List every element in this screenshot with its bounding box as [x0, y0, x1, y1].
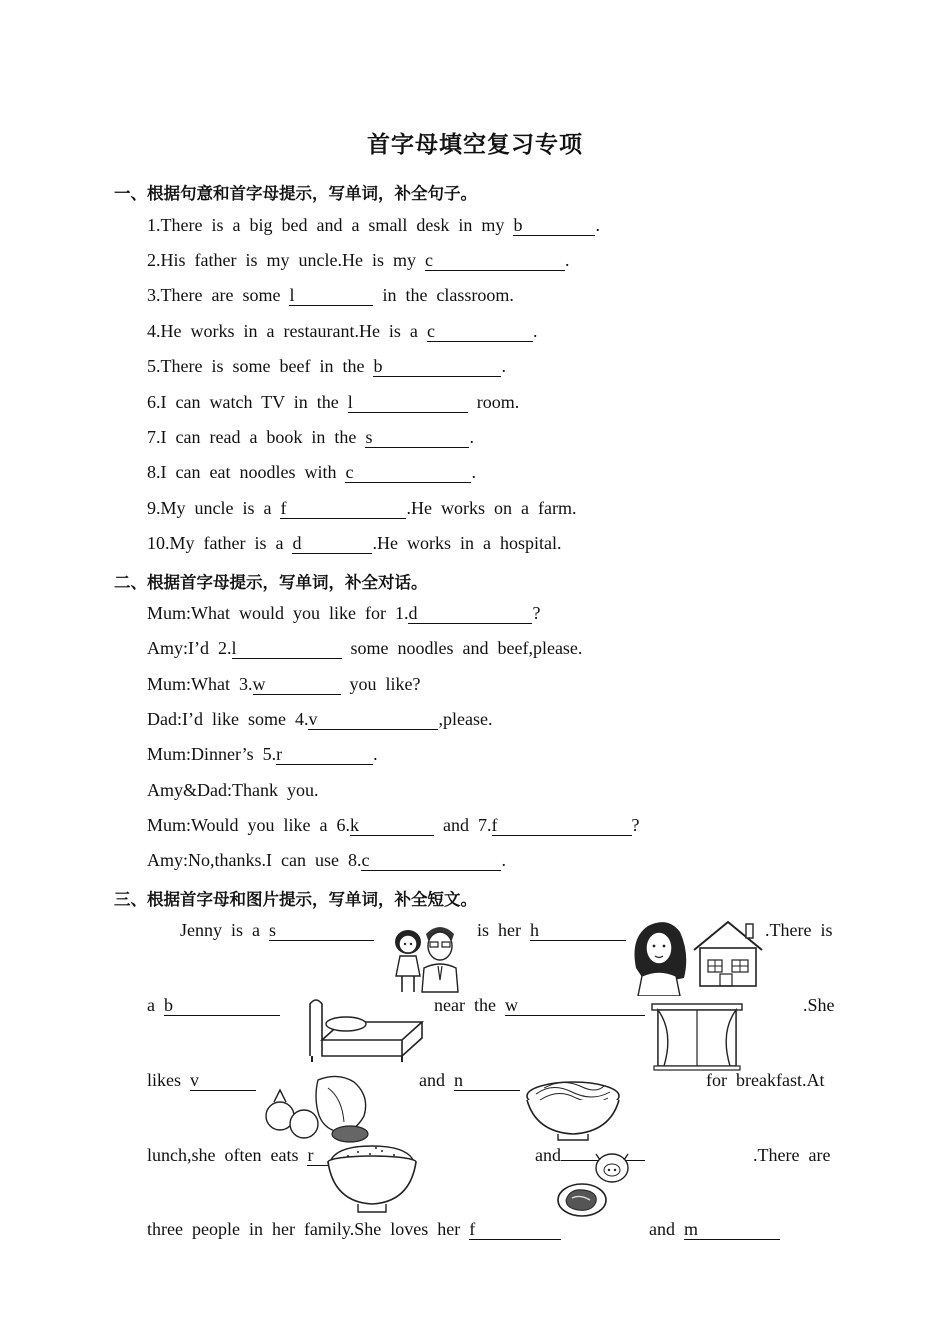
answer-blank-10[interactable]: d [292, 533, 372, 554]
d-text: . [501, 850, 506, 870]
section3-heading: 三、根据首字母和图片提示，写单词，补全短文。 [114, 890, 477, 909]
d-text: Amy&Dad:Thank you. [147, 780, 319, 800]
p-text: and [535, 1145, 561, 1165]
d-text: some noodles and beef,please. [341, 638, 583, 658]
answer-blank-3[interactable]: l [289, 285, 373, 306]
students-picture [388, 920, 470, 996]
q-text: 6.I can watch TV in the [147, 392, 348, 412]
d-text: . [373, 744, 378, 764]
passage-line-2c: .She [803, 995, 835, 1015]
window-picture [650, 1002, 744, 1072]
p-text: three people in her family.She loves her [147, 1219, 470, 1239]
page-title: 首字母填空复习专项 [367, 132, 583, 158]
house-picture [690, 918, 766, 990]
passage-blank-father[interactable]: f [469, 1219, 561, 1240]
q-text: . [501, 356, 506, 376]
q-text: 5.There is some beef in the [147, 356, 374, 376]
dialogue-blank-7[interactable]: f [492, 815, 632, 836]
noodles-picture [522, 1074, 624, 1144]
dialogue-blank-5[interactable]: r [276, 744, 373, 765]
d-text: ,please. [438, 709, 493, 729]
q-text: 10.My father is a [147, 533, 293, 553]
passage-line-3b [419, 1070, 520, 1091]
q-text: in the classroom. [373, 285, 514, 305]
answer-blank-2[interactable]: c [425, 250, 565, 271]
d-text: Dad:I’d like some 4. [147, 709, 309, 729]
passage-blank-student[interactable]: s [269, 920, 374, 941]
d-text: Amy:I’d 2. [147, 638, 232, 658]
p-text: lunch,she often eats [147, 1145, 308, 1165]
rice-picture [324, 1140, 420, 1216]
question-2 [147, 250, 569, 271]
dialogue-line-8 [147, 850, 506, 871]
p-text: likes [147, 1070, 190, 1090]
question-8 [147, 462, 476, 483]
passage-line-2b [434, 995, 645, 1016]
question-9 [147, 498, 576, 519]
q-text: 2.His father is my uncle.He is my [147, 250, 425, 270]
question-6 [147, 392, 519, 413]
q-text: 4.He works in a restaurant.He is a [147, 321, 427, 341]
question-1 [147, 215, 600, 236]
dialogue-line-6 [147, 780, 318, 801]
p-text: a [147, 995, 164, 1015]
passage-blank-bed[interactable]: b [164, 995, 280, 1016]
q-text: 3.There are some [147, 285, 290, 305]
dialogue-blank-3[interactable]: w [253, 674, 341, 695]
p-text: near the [434, 995, 505, 1015]
passage-line-3c: for breakfast.At [706, 1070, 825, 1090]
p-text: Jenny is a [180, 920, 269, 940]
d-text: Amy:No,thanks.I can use 8. [147, 850, 362, 870]
passage-line-5a [147, 1219, 561, 1240]
bed-picture [306, 994, 426, 1064]
passage-line-1c: .There is [765, 920, 833, 940]
p-text: and [649, 1219, 684, 1239]
q-text: 1.There is a big bed and a small desk in my [147, 215, 514, 235]
passage-line-3a [147, 1070, 256, 1091]
answer-blank-7[interactable]: s [365, 427, 469, 448]
d-text: and 7. [434, 815, 492, 835]
d-text: ? [532, 603, 541, 623]
passage-line-1b [477, 920, 626, 941]
dialogue-blank-8[interactable]: c [361, 850, 501, 871]
dialogue-line-7 [147, 815, 640, 836]
answer-blank-6[interactable]: l [348, 392, 468, 413]
passage-blank-mother[interactable]: m [684, 1219, 780, 1240]
dialogue-blank-6[interactable]: k [350, 815, 434, 836]
vegetables-picture [258, 1072, 374, 1146]
p-text: and [419, 1070, 454, 1090]
answer-blank-1[interactable]: b [513, 215, 595, 236]
question-7 [147, 427, 474, 448]
passage-blank-window[interactable]: w [505, 995, 645, 1016]
passage-blank-vegetables[interactable]: v [190, 1070, 256, 1091]
q-text: . [469, 427, 474, 447]
question-10 [147, 533, 561, 554]
beef-picture [556, 1150, 640, 1222]
passage-blank-house[interactable]: h [530, 920, 626, 941]
answer-blank-4[interactable]: c [427, 321, 533, 342]
passage-blank-noodles[interactable]: n [454, 1070, 520, 1091]
q-text: 9.My uncle is a [147, 498, 281, 518]
q-text: 7.I can read a book in the [147, 427, 366, 447]
p-text: is her [477, 920, 530, 940]
dialogue-line-1 [147, 603, 540, 624]
question-5 [147, 356, 506, 377]
dialogue-blank-1[interactable]: d [408, 603, 532, 624]
q-text: . [564, 250, 570, 270]
answer-blank-8[interactable]: c [345, 462, 471, 483]
passage-line-4c: .There are [753, 1145, 831, 1165]
question-3 [147, 285, 514, 306]
q-text: . [532, 321, 538, 341]
passage-blank-rice[interactable]: r [307, 1145, 397, 1166]
d-text: Mum:What would you like for 1. [147, 603, 409, 623]
mother-picture [628, 918, 690, 996]
d-text: Mum:Dinner’s 5. [147, 744, 277, 764]
section2-heading: 二、根据首字母提示，写单词，补全对话。 [114, 573, 428, 592]
q-text: room. [467, 392, 520, 412]
dialogue-blank-4[interactable]: v [308, 709, 438, 730]
d-text: you like? [340, 674, 421, 694]
dialogue-blank-2[interactable]: l [232, 638, 342, 659]
q-text: .He works in a hospital. [372, 533, 562, 553]
d-text: Mum:Would you like a 6. [147, 815, 351, 835]
passage-line-1a [180, 920, 374, 941]
dialogue-line-3 [147, 674, 420, 695]
q-text: . [471, 462, 476, 482]
passage-line-5b [649, 1219, 780, 1240]
d-text: ? [631, 815, 640, 835]
answer-blank-9[interactable]: f [280, 498, 406, 519]
question-4 [147, 321, 537, 342]
q-text: . [595, 215, 600, 235]
dialogue-line-5 [147, 744, 378, 765]
dialogue-line-4 [147, 709, 492, 730]
q-text: 8.I can eat noodles with [147, 462, 346, 482]
dialogue-line-2 [147, 638, 582, 659]
section1-heading: 一、根据句意和首字母提示，写单词，补全句子。 [114, 184, 477, 203]
passage-line-2a [147, 995, 280, 1016]
q-text: .He works on a farm. [406, 498, 577, 518]
answer-blank-5[interactable]: b [373, 356, 501, 377]
d-text: Mum:What 3. [147, 674, 253, 694]
